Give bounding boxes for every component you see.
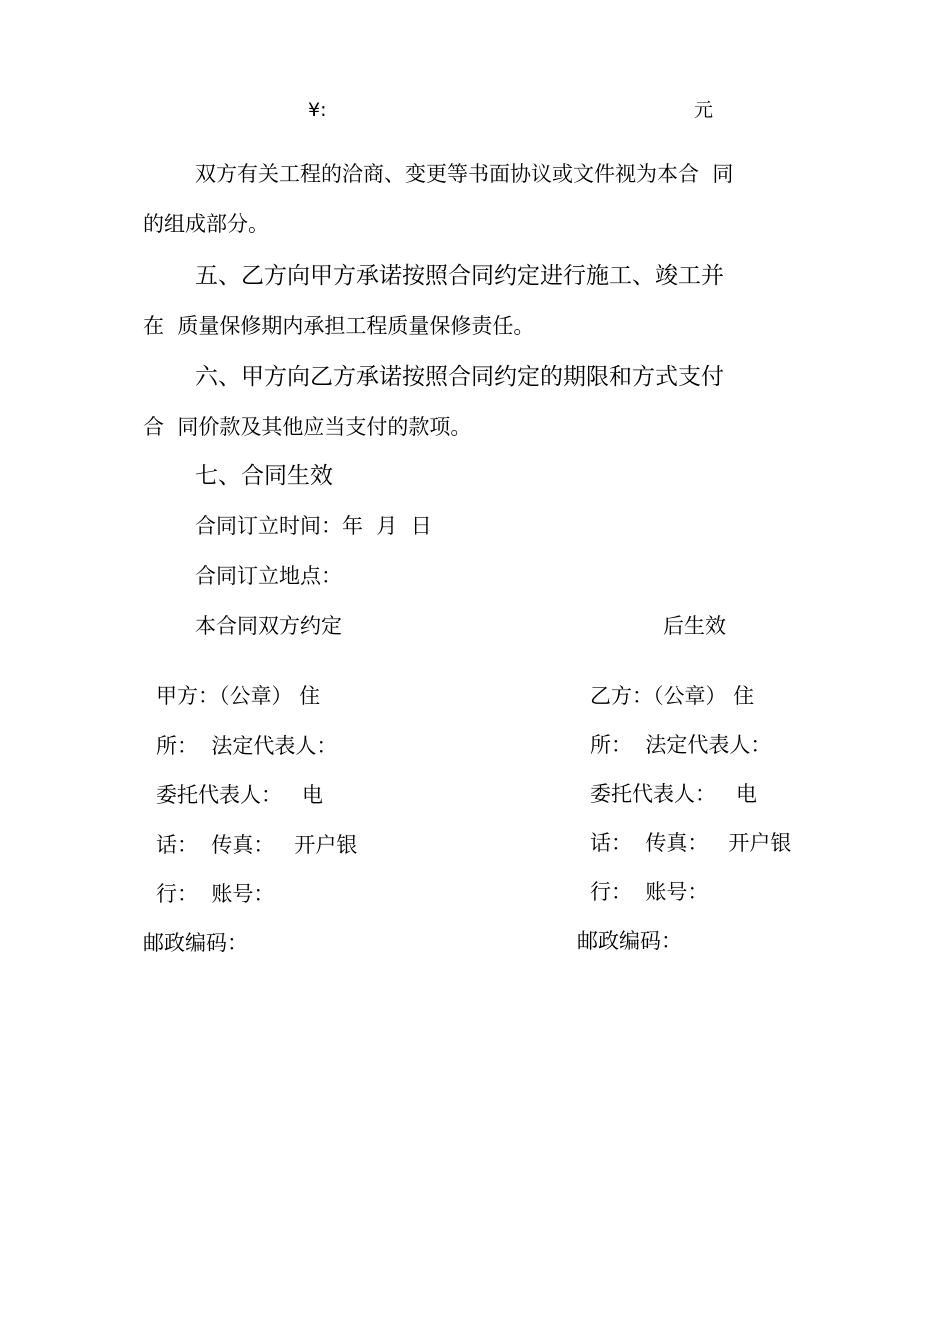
party-a-line3: 委托代表人： 电 [156, 783, 324, 807]
party-a-postcode: 邮政编码： [143, 931, 248, 955]
party-a-line4: 话： 传真： 开户银 [156, 833, 358, 857]
currency-label: ¥: [308, 99, 327, 121]
clause-six-line2: 合 同价款及其他应当支付的款项。 [143, 415, 472, 439]
party-b-postcode: 邮政编码： [577, 929, 682, 953]
party-a-line2: 所： 法定代表人： [156, 734, 338, 758]
paragraph-documents-line2: 的组成部分。 [143, 212, 269, 236]
clause-six-line1: 六、甲方向乙方承诺按照合同约定的期限和方式支付 [195, 364, 724, 390]
effective-clause-right: 后生效 [663, 614, 726, 638]
party-b-line3: 委托代表人： 电 [590, 782, 758, 806]
party-a-line5: 行： 账号： [156, 882, 275, 906]
party-b-line5: 行： 账号： [590, 880, 709, 904]
contract-time-line: 合同订立时间：年 月 日 [195, 514, 432, 538]
clause-five-line1: 五、乙方向甲方承诺按照合同约定进行施工、竣工并 [195, 263, 724, 289]
clause-five-line2: 在 质量保修期内承担工程质量保修责任。 [143, 314, 535, 338]
party-b-line4: 话： 传真： 开户银 [590, 831, 792, 855]
effective-clause-left: 本合同双方约定 [195, 614, 342, 638]
contract-place-line: 合同订立地点： [195, 564, 342, 588]
paragraph-documents-line1: 双方有关工程的洽商、变更等书面协议或文件视为本合 同 [195, 162, 734, 186]
currency-unit: 元 [694, 99, 714, 121]
party-a-line1: 甲方：（公章） 住 [156, 684, 321, 708]
party-b-line1: 乙方：（公章） 住 [590, 684, 755, 708]
party-b-line2: 所： 法定代表人： [590, 733, 772, 757]
clause-seven-heading: 七、合同生效 [195, 463, 333, 489]
